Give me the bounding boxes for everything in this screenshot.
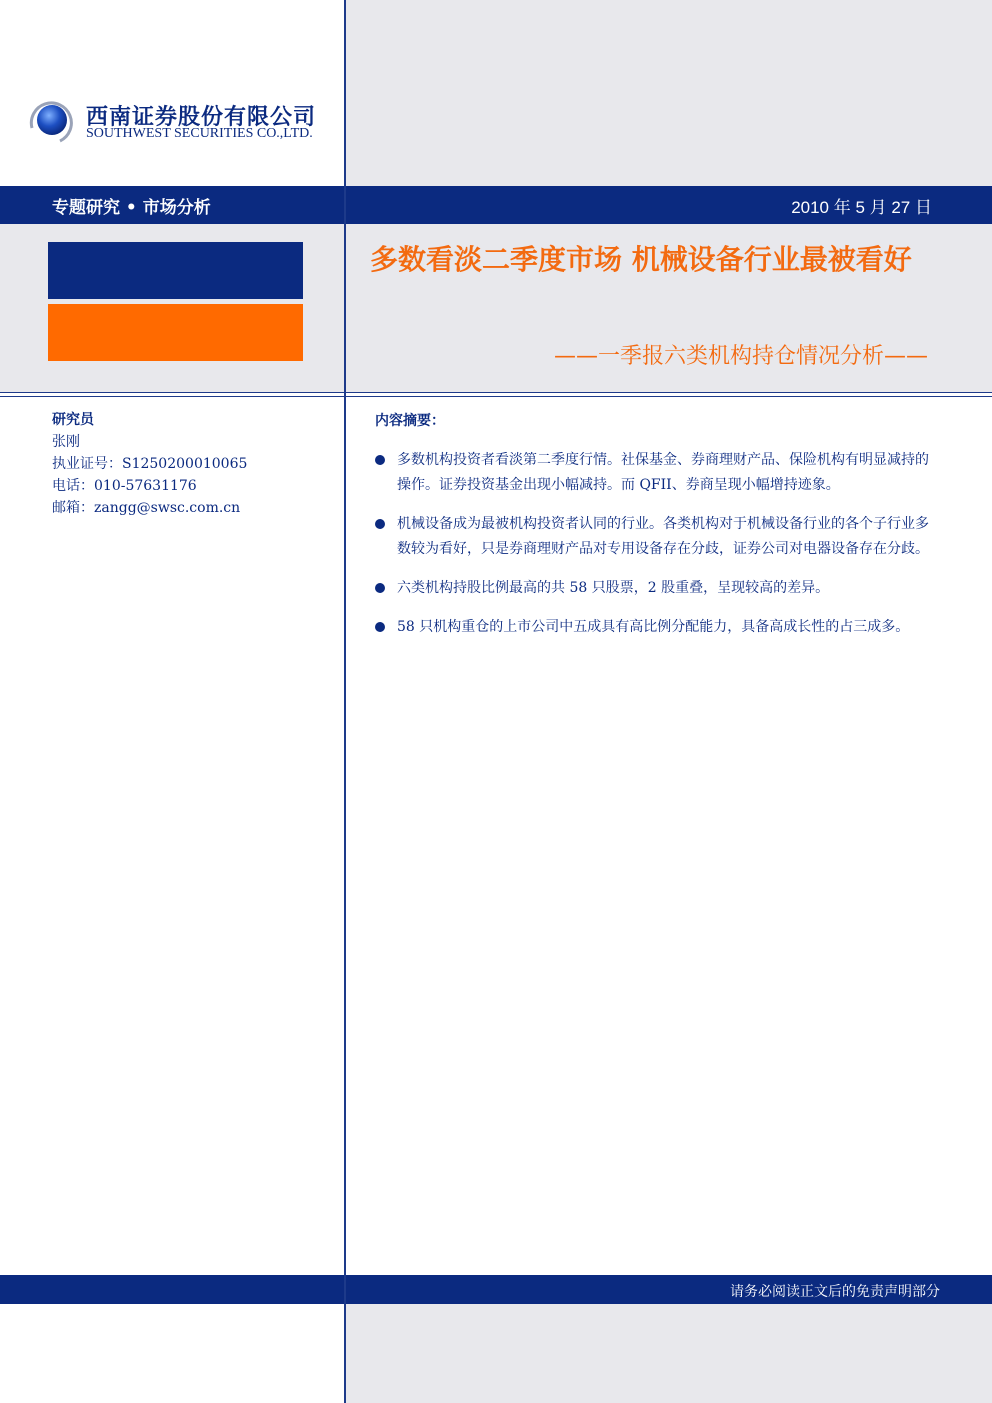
researcher-info	[52, 409, 247, 519]
researcher-email: 邮箱：zangg@swsc.com.cn	[52, 500, 241, 516]
company-name-cn: 西南证券股份有限公司	[86, 105, 317, 130]
abstract-item-text: 58 只机构重仓的上市公司中五成具有高比例分配能力，具备高成长性的占三成多。	[397, 619, 910, 635]
header-bar	[0, 186, 992, 224]
abstract-item-text: 六类机构持股比例最高的共 58 只股票，2 股重叠，呈现较高的差异。	[397, 580, 830, 596]
bullet-icon	[375, 583, 385, 593]
researcher-phone: 电话：010-57631176	[52, 478, 197, 494]
abstract-item	[375, 448, 931, 498]
abstract-item-text: 机械设备成为最被机构投资者认同的行业。各类机构对于机械设备行业的各个子行业多数较为看好，只是券商理财产品对专用设备存在分歧，证券公司对电器设备存在分歧。	[397, 516, 929, 557]
bullet-icon	[375, 519, 385, 529]
right-panel-bottom	[346, 1304, 992, 1403]
report-date: 2010 年 5 月 27 日	[791, 198, 932, 217]
bullet-icon	[375, 455, 385, 465]
researcher-name: 张刚	[52, 434, 80, 450]
abstract-item-text: 多数机构投资者看淡第二季度行情。社保基金、券商理财产品、保险机构有明显减持的操作。证券投资基金出现小幅减持。而 QFII、券商呈现小幅增持迹象。	[397, 452, 929, 493]
orange-block	[48, 304, 303, 361]
researcher-label: 研究员	[52, 412, 94, 428]
abstract-item	[375, 576, 931, 601]
right-panel-top	[346, 0, 992, 186]
abstract-item	[375, 615, 931, 640]
navy-block	[48, 242, 303, 299]
bullet-icon	[375, 622, 385, 632]
abstract-item	[375, 512, 931, 562]
abstract-list	[375, 448, 931, 654]
vertical-divider	[344, 0, 346, 1403]
disclaimer-note: 请务必阅读正文后的免责声明部分	[730, 1284, 940, 1300]
abstract-heading: 内容摘要：	[375, 413, 445, 429]
report-category: 专题研究 • 市场分析	[52, 198, 211, 218]
divider-top	[0, 392, 992, 393]
researcher-license: 执业证号：S1250200010065	[52, 456, 248, 472]
report-subtitle: ——一季报六类机构持仓情况分析——	[553, 344, 928, 369]
globe-logo-icon	[26, 98, 74, 146]
divider-second	[0, 396, 992, 397]
report-title: 多数看淡二季度市场 机械设备行业最被看好	[370, 243, 912, 276]
company-name-en: SOUTHWEST SECURITIES CO.,LTD.	[86, 126, 313, 141]
